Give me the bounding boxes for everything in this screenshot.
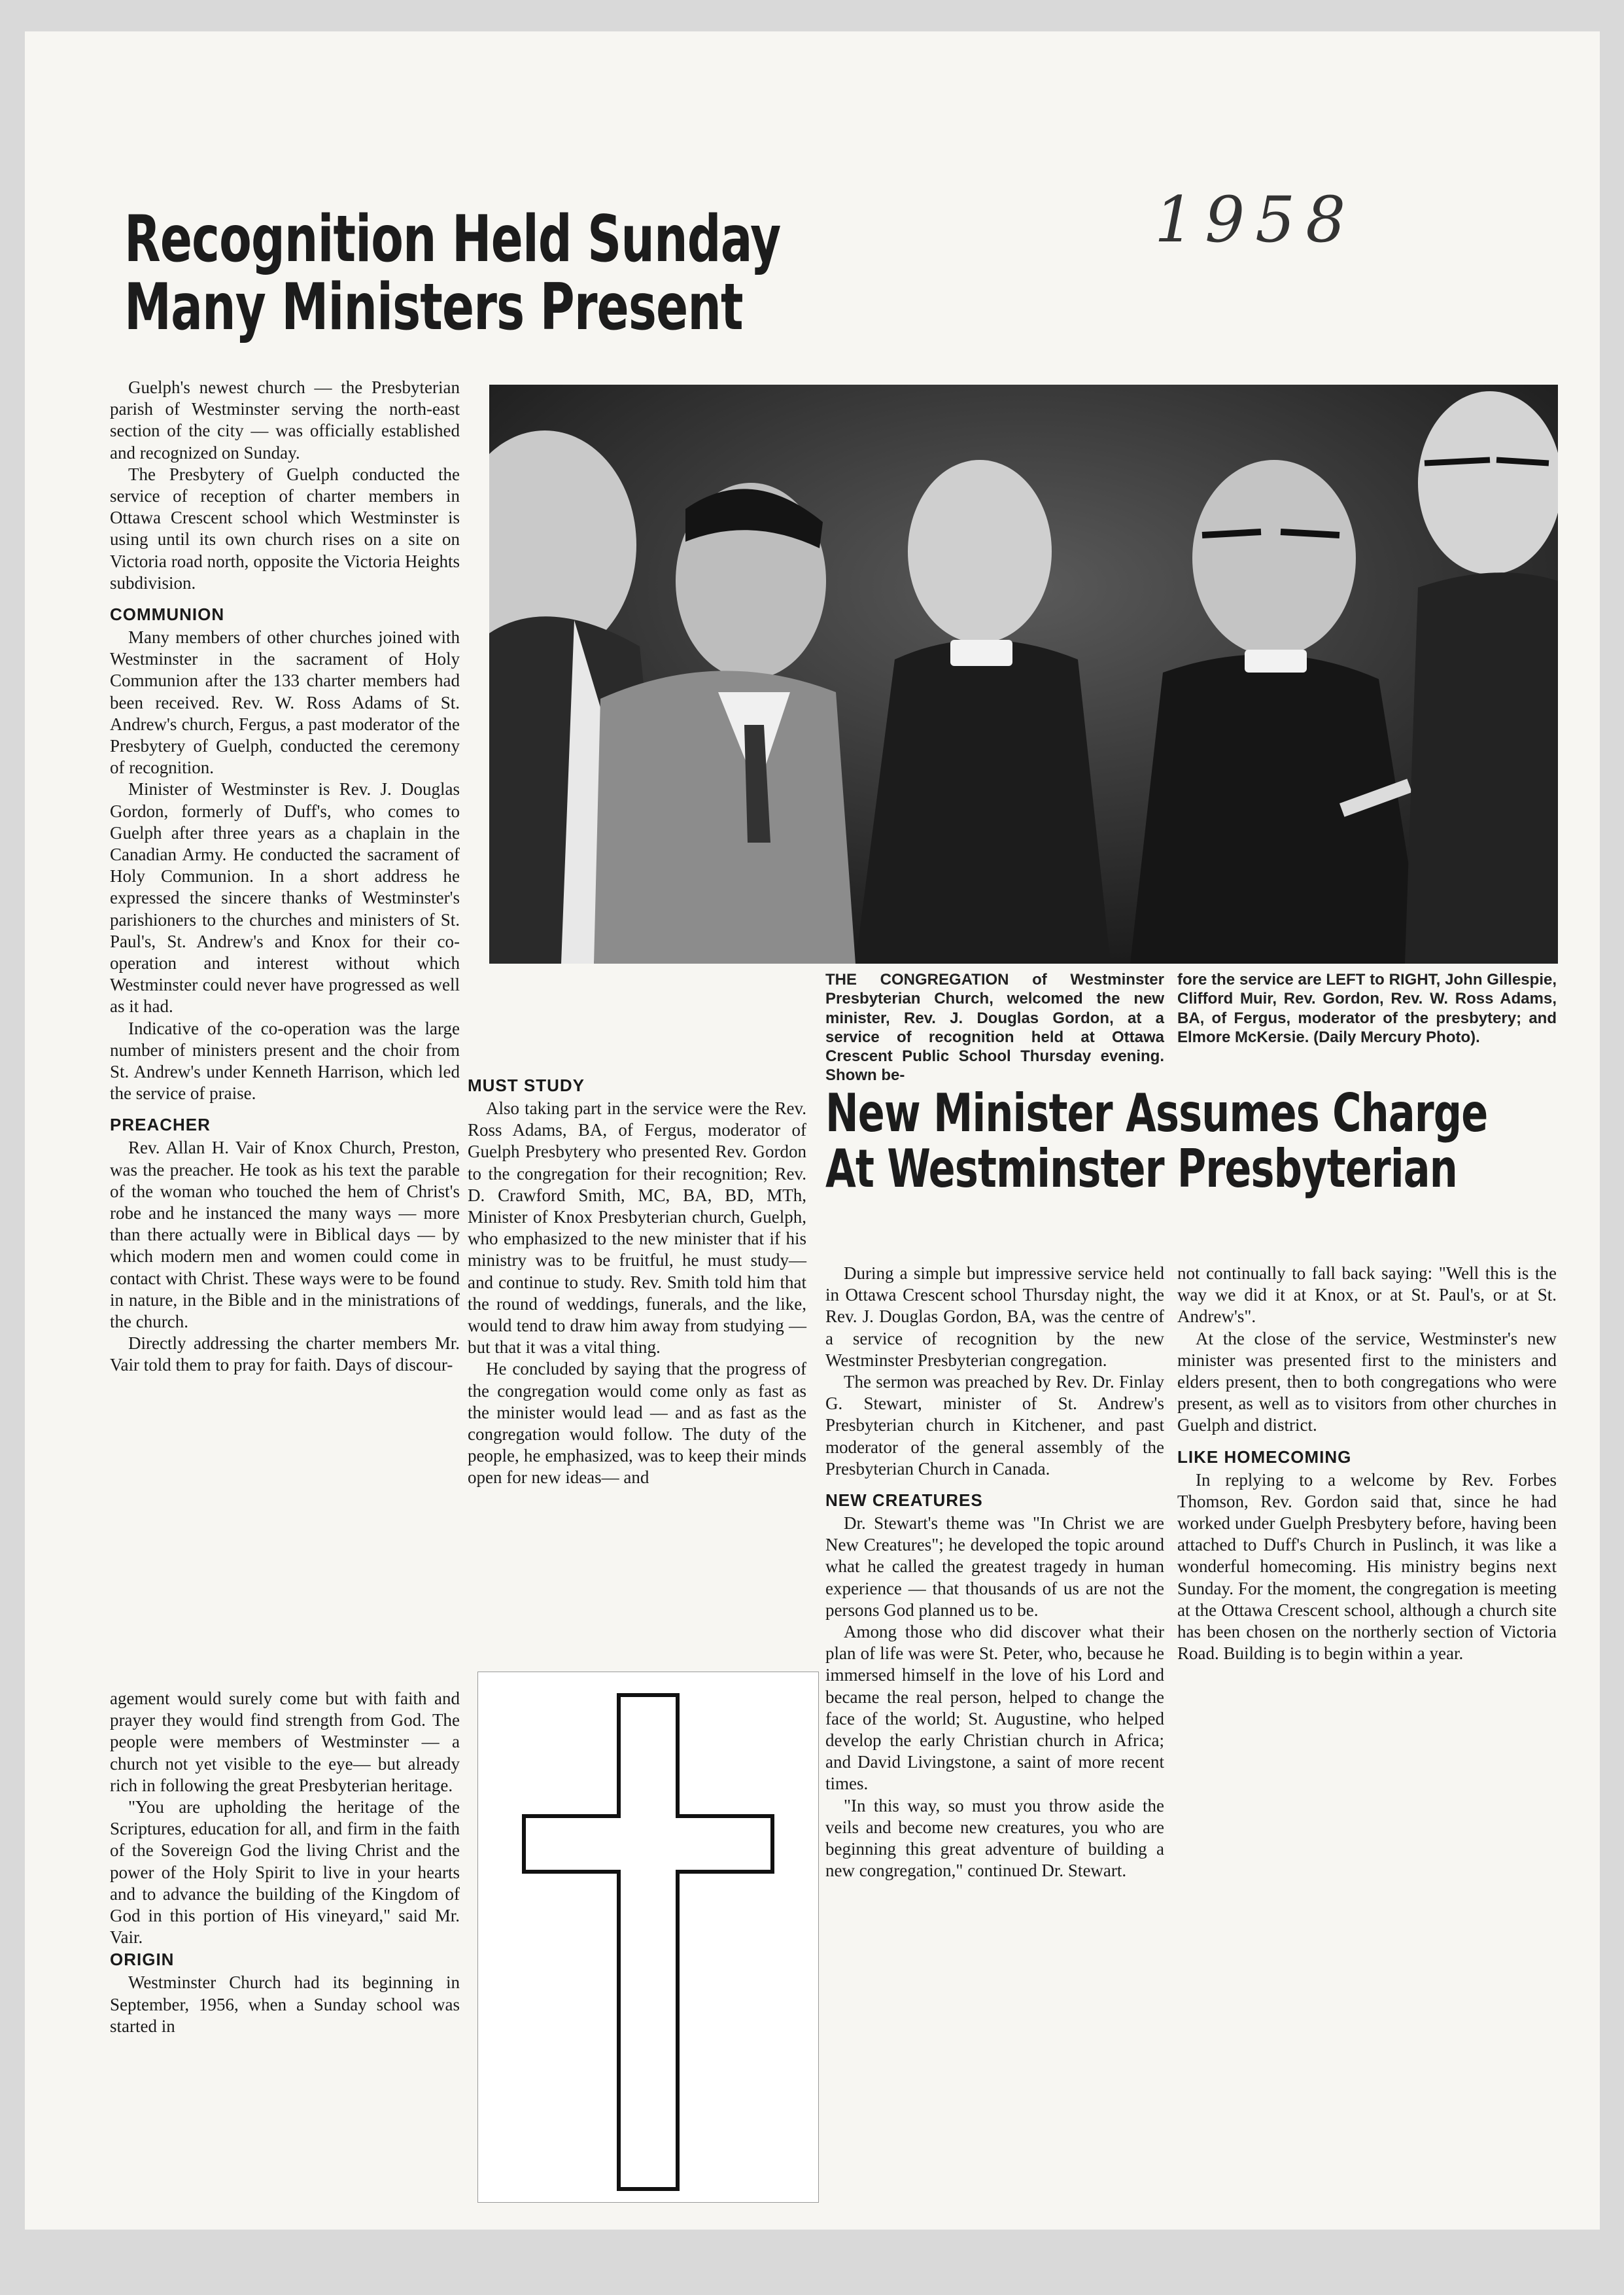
paragraph: Westminster Church had its beginning in September, 1956, when a Sunday school was started in — [110, 1972, 460, 2036]
photo-caption-right: fore the service are LEFT to RIGHT, John Gillespie, Clifford Muir, Rev. Gordon, Rev. W. Ross Adams, BA, of Fergus, moderator of the presbytery; and Elmore McKersie. (Daily Mercury Photo). — [1177, 971, 1557, 1046]
paragraph: Also taking part in the service were the Rev. Ross Adams, BA, of Fergus, moderator of Guelph Presbytery who presented Rev. Gordon to the congregation for their recognition; Rev. D. Crawford Smith, MC, BA, BD, MTh, Minister of Knox Presbyterian church, Guelph, who emphasized to the new minister that if his ministry was to be fruitful, he must study— and continue to study. Rev. Smith told him that the round of weddings, funerals, and the like, would tend to draw him away from studying — but that it was a vital thing. — [468, 1098, 806, 1358]
paragraph: not continually to fall back saying: "Well this is the way we did it at Knox, or at St. Paul's, or at St. Andrew's". — [1177, 1263, 1557, 1327]
paragraph: Rev. Allan H. Vair of Knox Church, Preston, was the preacher. He took as his text the parable of the woman who touched the hem of Christ's robe and he instanced the many ways — more than there actually were in Biblical days — by which modern men and women could come in contact with Christ. These ways were to be found in nature, in the Bible and in the ministrations of the church. — [110, 1138, 460, 1332]
handwritten-year: 1958 — [1154, 183, 1356, 256]
paragraph: At the close of the service, Westminster's new minister was presented first to the ministers and elders present, then to both congregations who were present, as well as to visitors from other churches in Guelph and district. — [1177, 1328, 1557, 1435]
photo-image — [489, 385, 1558, 964]
paragraph: Directly addressing the charter members Mr. Vair told them to pray for faith. Days of discour- — [110, 1333, 460, 1375]
paragraph: In replying to a welcome by Rev. Forbes Thomson, Rev. Gordon said that, since he had worked under Guelph Presbytery before, having been attached to Duff's Church in Puslinch, it was like a wonderful homecoming. His ministry begins next Sunday. For the moment, the congregation is meeting at the Ottawa Crescent school, although a church site has been chosen on the northerly section of Victoria Road. Building is to begin within a year. — [1177, 1469, 1557, 1664]
paragraph: "You are upholding the heritage of the Scriptures, education for all, and firm in the faith of the Sovereign God the living Christ and the power of the Holy Spirit to live in your hearts and to advance the building of the Kingdom of God in this portion of His vineyard," said Mr. Vair. — [110, 1797, 460, 1948]
column-2 — [468, 1065, 806, 1489]
main-headline-line-2: Many Ministers Present — [124, 270, 743, 345]
second-headline-line-2: At Westminster Presbyterian — [825, 1138, 1457, 1199]
section-subhead: MUST STUDY — [468, 1076, 585, 1095]
column-3 — [825, 1263, 1164, 1882]
main-headline — [124, 202, 781, 345]
paragraph: The Presbytery of Guelph conducted the service of reception of charter members in Ottawa Crescent school which Westminster is using until its own church rises on a site on Victoria road north, opposite the Victoria Heights subdivision. — [110, 464, 460, 593]
paragraph: Minister of Westminster is Rev. J. Douglas Gordon, formerly of Duff's, who comes to Guelph after three years as a chaplain in the Canadian Army. He conducted the sacrament of Holy Communion. In a short address he expressed the sincere thanks of Westminster's parishioners to the churches and ministers of St. Paul's, St. Andrew's and Knox for their co-operation and interest without which Westminster could never have progressed as well as it had. — [110, 779, 460, 1017]
photo-of-five-men — [489, 385, 1558, 964]
column-1-continued — [110, 1688, 460, 2037]
paragraph: Guelph's newest church — the Presbyterian parish of Westminster serving the north-east section of the city — was officially established and recognized on Sunday. — [110, 377, 460, 463]
section-subhead: COMMUNION — [110, 604, 225, 625]
section-subhead: PREACHER — [110, 1115, 211, 1135]
column-1 — [110, 377, 460, 1376]
main-headline-line-1: Recognition Held Sunday — [124, 202, 781, 277]
paragraph: The sermon was preached by Rev. Dr. Finlay G. Stewart, minister of St. Andrew's Presbyterian church in Kitchener, and past moderator of the general assembly of the Presbyterian Church in Canada. — [825, 1372, 1164, 1479]
section-subhead: NEW CREATURES — [825, 1490, 983, 1511]
paragraph: Many members of other churches joined with Westminster in the sacrament of Holy Communion after the 133 charter members had been received. Rev. W. Ross Adams of St. Andrew's church, Fergus, a past moderator of the Presbytery of Guelph, conducted the ceremony of recognition. — [110, 627, 460, 778]
photo-caption-left: THE CONGREGATION of Westminster Presbyterian Church, welcomed the new minister, Rev. J. Douglas Gordon, at a service of recognition held at Ottawa Crescent Public School Thursday evening. Shown be- — [825, 971, 1164, 1085]
paragraph: During a simple but impressive service held in Ottawa Crescent school Thursday night, the Rev. J. Douglas Gordon, BA, was the centre of a service of recognition by the new Westminster Presbyterian congregation. — [825, 1263, 1164, 1370]
column-4 — [1177, 1263, 1557, 1664]
paragraph: "In this way, so must you throw aside the veils and become new creatures, you who are beginning this great adventure of building a new congregation," continued Dr. Stewart. — [825, 1795, 1164, 1881]
section-subhead: LIKE HOMECOMING — [1177, 1446, 1352, 1467]
paragraph: He concluded by saying that the progress of the congregation would come only as fast as the minister would lead — and as fast as the congregation would follow. The duty of the people, he emphasized, was to keep their minds open for new ideas— and — [468, 1359, 806, 1488]
cross-icon — [478, 1672, 818, 2202]
paragraph: agement would surely come but with faith and prayer they would find strength from God. The people were members of Westminster — a church not yet visible to the eye— but already rich in following the great Presbyterian heritage. — [110, 1689, 460, 1795]
second-headline — [825, 1083, 1488, 1199]
paragraph: Dr. Stewart's theme was "In Christ we are New Creatures"; he developed the topic around what he called the greatest tragedy in human experience — that thousands of us are not the persons God planned us to be. — [825, 1513, 1164, 1620]
paragraph: Among those who did discover what their plan of life was were St. Peter, who, because he immersed himself in the love of his Lord and became the real person, helped to change the face of the world; St. Augustine, who helped develop the early Christian church in Africa; and David Livingstone, a saint of more recent times. — [825, 1622, 1164, 1794]
paragraph: Indicative of the co-operation was the large number of ministers present and the choir from St. Andrew's under Kenneth Harrison, which led the service of praise. — [110, 1018, 460, 1104]
section-subhead: ORIGIN — [110, 1950, 175, 1970]
cross-illustration — [477, 1672, 819, 2203]
second-headline-line-1: New Minister Assumes Charge — [825, 1083, 1488, 1144]
